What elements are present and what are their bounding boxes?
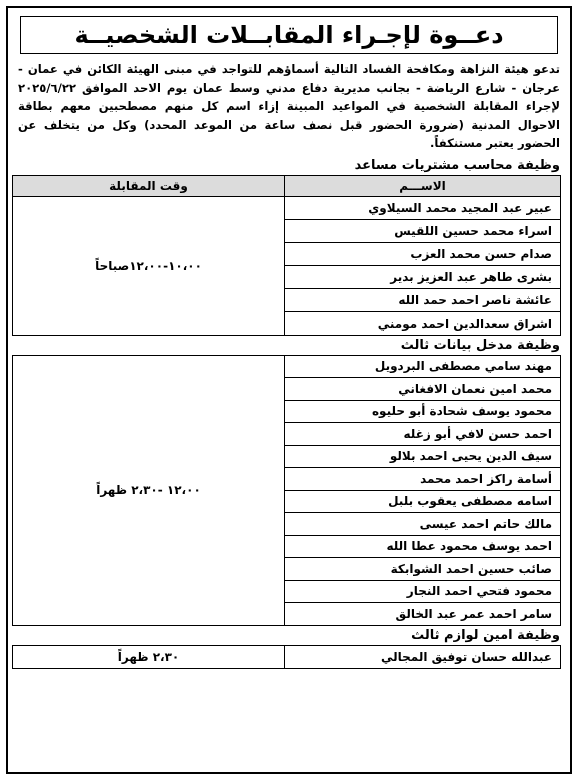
table-row bbox=[13, 197, 561, 220]
candidate-name: بشرى طاهر عبد العزيز بدير bbox=[285, 266, 561, 289]
table-row bbox=[13, 645, 561, 668]
table-data-entry bbox=[12, 355, 561, 626]
interview-time: ١٠،٠٠-١٢،٠٠صباحاً bbox=[13, 197, 285, 336]
page-title: دعــوة لإجـراء المقابــلات الشخصيــة bbox=[74, 21, 504, 49]
intro-paragraph: تدعو هيئة النزاهة ومكافحة الفساد التالية أسماؤهم للتواجد في مبنى الهيئة الكائن في عمان - عرجان - شارع الرياضة - بجانب مديرية دفاع مدني وسط عمان يوم الاحد الموافق ٢٠٢٥/٦/٢٢ لإجراء المقابلة الشخصية في المواعيد المبينة إزاء اسم كل منهم مصطحبين معهم بطاقة الاحوال المدنية (ضرورة الحضور قبل نصف ساعة من الموعد المحدد) وكل من يتخلف عن الحضور يعتبر مستنكفاً. bbox=[18, 62, 560, 151]
interview-time: ١٢،٠٠ -٢،٣٠ ظهراً bbox=[13, 355, 285, 625]
candidate-name: عبدالله حسان توفيق المجالي bbox=[285, 645, 561, 668]
candidate-name: محمد امين نعمان الافغاني bbox=[285, 378, 561, 401]
table-warehouse bbox=[12, 645, 561, 669]
section-heading-warehouse: وظيفة امين لوازم ثالث bbox=[411, 627, 560, 643]
table-accountant bbox=[12, 175, 561, 336]
candidate-name: سيف الدين يحيى احمد بلالو bbox=[285, 445, 561, 468]
candidate-name: مالك حاتم احمد عيسى bbox=[285, 513, 561, 536]
candidate-name: مهند سامي مصطفى البردويل bbox=[285, 355, 561, 378]
title-box bbox=[20, 16, 558, 54]
candidate-name: سامر احمد عمر عبد الخالق bbox=[285, 603, 561, 626]
candidate-name: اسامه مصطفى يعقوب بلبل bbox=[285, 490, 561, 513]
candidate-name: محمود يوسف شحادة أبو حليوه bbox=[285, 400, 561, 423]
candidate-name: محمود فتحي احمد النجار bbox=[285, 580, 561, 603]
candidate-name: اسراء محمد حسين اللقيس bbox=[285, 220, 561, 243]
candidate-name: احمد يوسف محمود عطا الله bbox=[285, 535, 561, 558]
table-header-row bbox=[13, 176, 561, 197]
table-row bbox=[13, 355, 561, 378]
candidate-name: اشراق سعدالدين احمد مومني bbox=[285, 312, 561, 335]
section-heading-accountant: وظيفة محاسب مشتريات مساعد bbox=[354, 158, 560, 173]
column-header-time: وقت المقابلة bbox=[13, 176, 285, 197]
column-header-name: الاســـم bbox=[285, 176, 561, 197]
candidate-name: عبير عبد المجيد محمد السيلاوي bbox=[285, 197, 561, 220]
candidate-name: عائشة ناصر احمد حمد الله bbox=[285, 289, 561, 312]
section-heading-data-entry: وظيفة مدخل بيانات ثالث bbox=[400, 337, 560, 353]
candidate-name: أسامة راكز احمد محمد bbox=[285, 468, 561, 491]
candidate-name: صدام حسن محمد العزب bbox=[285, 243, 561, 266]
candidate-name: صائب حسين احمد الشوابكة bbox=[285, 558, 561, 581]
candidate-name: احمد حسن لافي أبو زغله bbox=[285, 423, 561, 446]
interview-time: ٢،٣٠ ظهراً bbox=[13, 645, 285, 668]
announcement-page bbox=[6, 6, 572, 774]
